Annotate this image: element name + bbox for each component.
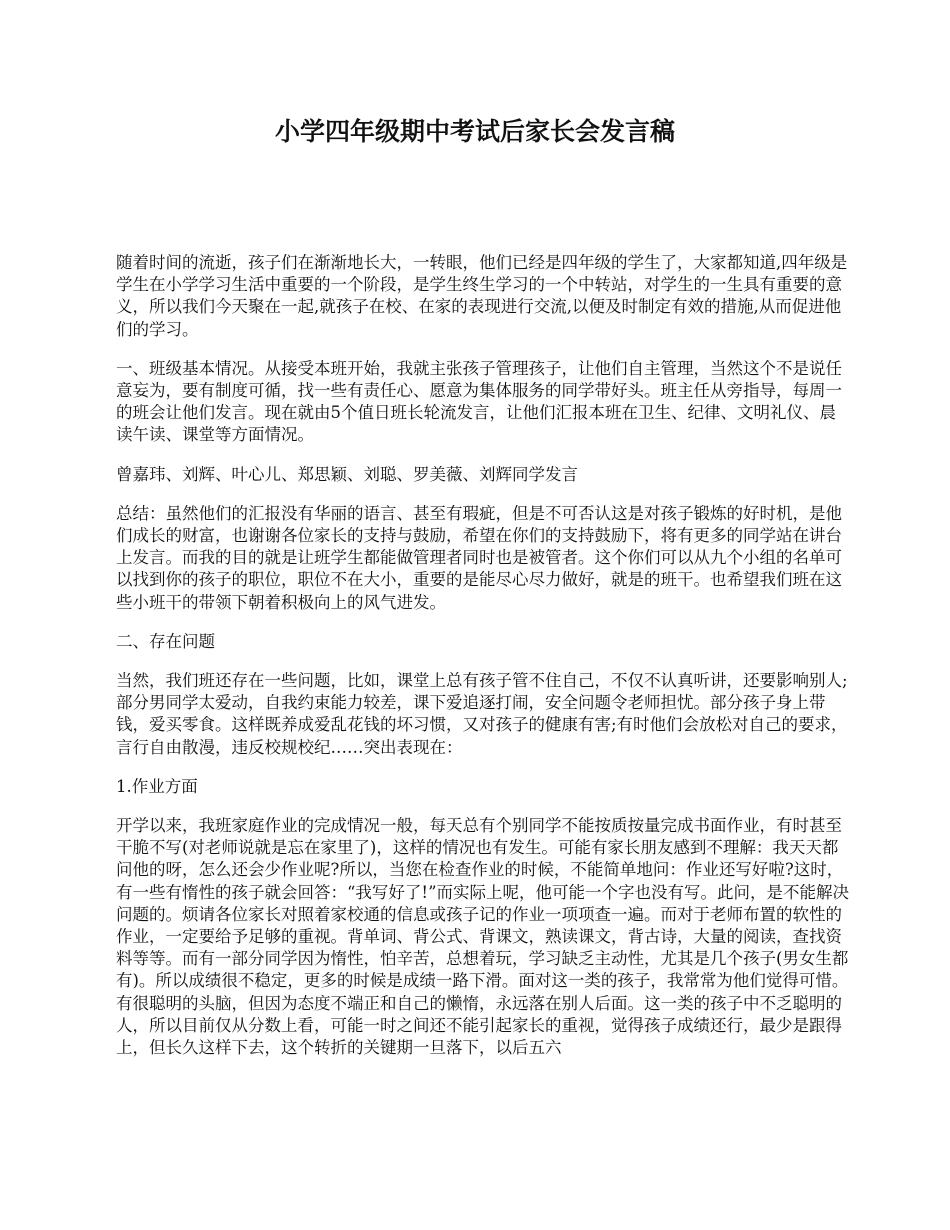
paragraph-homework: 开学以来，我班家庭作业的完成情况一般，每天总有个别同学不能按质按量完成书面作业，有时甚至干脆不写(对老师说就是忘在家里了)，这样的情况也有发生。可能有家长朋友感到不理解：我天天都问他的呀，怎么还会少作业呢?所以，当您在检查作业的时候，不能简单地问：作业还写好啦?这时，有一些有惰性的孩子就会回答：“我写好了!”而实际上呢，他可能一个字也没有写。此问，是不能解决问题的。烦请各位家长对照着家校通的信息或孩子记的作业一项项查一遍。而对于老师布置的软性的作业，一定要给予足够的重视。背单词、背公式、背课文，熟读课文，背古诗，大量的阅读，查找资料等等。而有一部分同学因为惰性，怕辛苦，总想着玩，学习缺乏主动性，尤其是几个孩子(男女生都有)。所以成绩很不稳定，更多的时候是成绩一路下滑。面对这一类的孩子，我常常为他们觉得可惜。有很聪明的头脑，但因为态度不端正和自己的懒惰，永远落在别人后面。这一类的孩子中不乏聪明的人，所以目前仅从分数上看，可能一时之间还不能引起家长的重视，觉得孩子成绩还行，最少是跟得上，但长久这样下去，这个转折的关键期一旦落下，以后五六 xyxy=(116,816,850,1058)
paragraph-intro: 随着时间的流逝，孩子们在渐渐地长大，一转眼，他们已经是四年级的学生了，大家都知道,四年级是学生在小学学习生活中重要的一个阶段，是学生终生学习的一个中转站，对学生的一生具有重要的意义，所以我们今天聚在一起,就孩子在校、在家的表现进行交流,以便及时制定有效的措施,从而促进他们的学习。 xyxy=(116,253,848,339)
paragraph-class-overview: 一、班级基本情况。从接受本班开始，我就主张孩子管理孩子，让他们自主管理，当然这个不是说任意妄为，要有制度可循，找一些有责任心、愿意为集体服务的同学带好头。班主任从旁指导，每周一的班会让他们发言。现在就由5个值日班长轮流发言，让他们汇报本班在卫生、纪律、文明礼仪、晨读午读、课堂等方面情况。 xyxy=(116,358,842,445)
document-title: 小学四年级期中考试后家长会发言稿 xyxy=(274,117,675,146)
paragraph-problems: 当然，我们班还存在一些问题，比如，课堂上总有孩子管不住自己，不仅不认真听讲，还要影响别人;部分男同学太爱动，自我约束能力较差，课下爱追逐打闹，安全问题令老师担忧。部分孩子身上带钱，爱买零食。这样既养成爱乱花钱的坏习惯，又对孩子的健康有害;有时他们会放松对自己的要求，言行自由散漫，违反校规校纪……突出表现在： xyxy=(116,671,848,757)
section-heading-problems: 二、存在问题 xyxy=(116,631,215,651)
subheading-homework: 1.作业方面 xyxy=(116,776,198,796)
document-body xyxy=(116,252,851,1076)
paragraph-summary: 总结：虽然他们的汇报没有华丽的语言、甚至有瑕疵，但是不可否认这是对孩子锻炼的好时机，是他们成长的财富，也谢谢各位家长的支持与鼓励，希望在你们的支持鼓励下，将有更多的同学站在讲台上发言。而我的目的就是让班学生都能做管理者同时也是被管者。这个你们可以从九个小组的名单可以找到你的孩子的职位，职位不在大小，重要的是能尽心尽力做好，就是的班干。也希望我们班在这些小班干的带领下朝着积极向上的风气进发。 xyxy=(116,503,842,612)
paragraph-speakers: 曾嘉玮、刘辉、叶心儿、郑思颖、刘聪、罗美薇、刘辉同学发言 xyxy=(116,464,578,484)
